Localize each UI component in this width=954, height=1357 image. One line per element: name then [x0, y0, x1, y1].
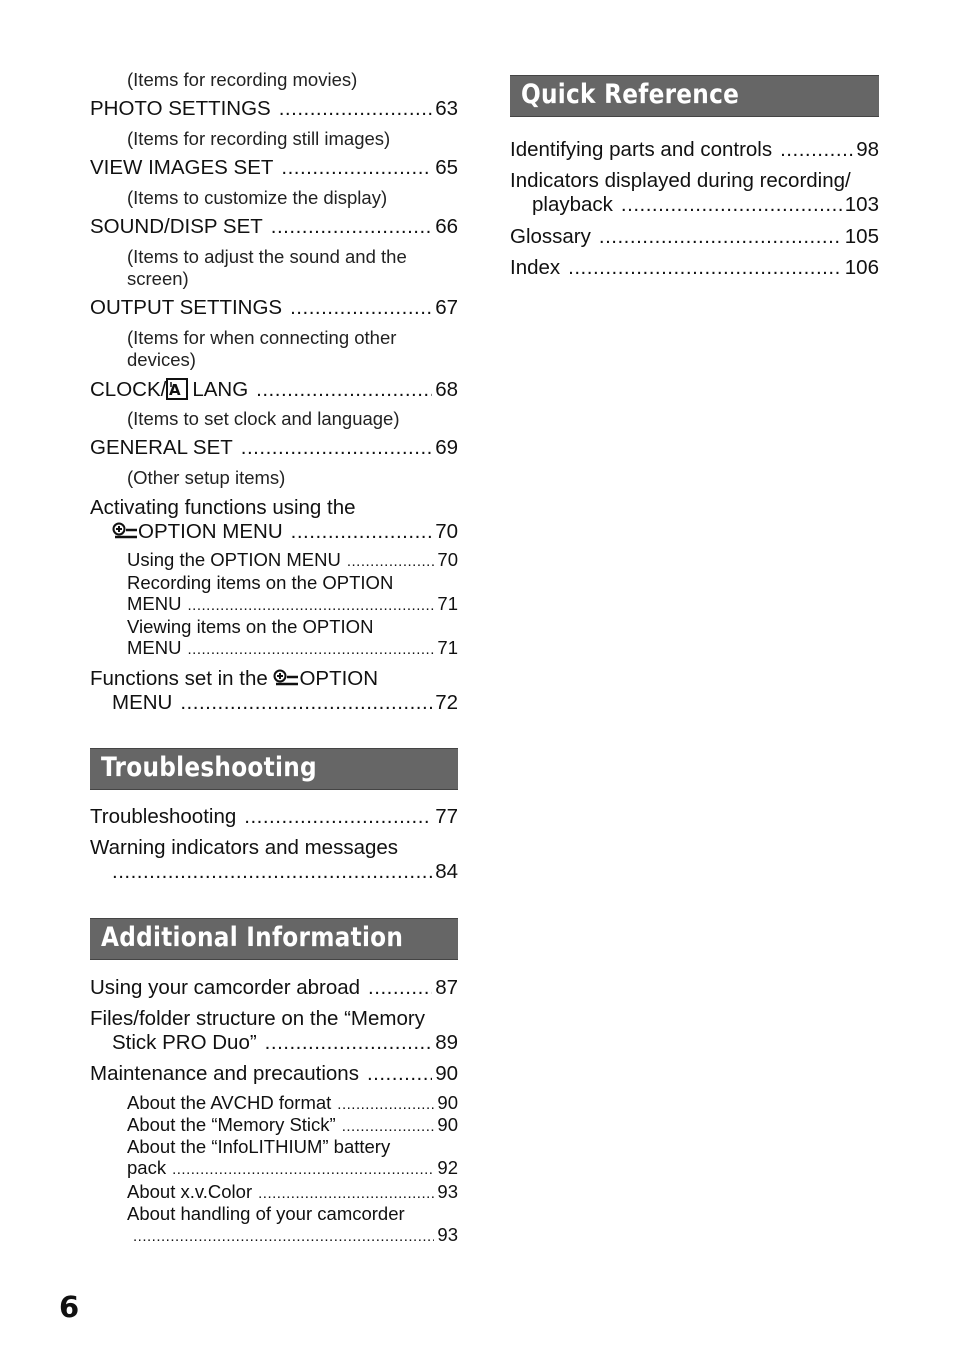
- toc-entry-view-images-set[interactable]: [90, 156, 458, 180]
- toc-page: 90: [437, 1092, 458, 1113]
- toc-label: SOUND/DISP SET: [90, 215, 263, 238]
- toc-note: (Other setup items): [127, 467, 286, 488]
- toc-page: 69: [435, 436, 458, 459]
- toc-note: (Items for when connecting other devices): [127, 327, 397, 370]
- toc-entry-warning-indicators[interactable]: [90, 836, 458, 884]
- page-number: 6: [59, 1290, 80, 1324]
- toc-label: OPTION: [299, 667, 379, 690]
- option-menu-icon: [112, 522, 138, 542]
- toc-label: Troubleshooting: [90, 805, 237, 828]
- toc-label: OPTION MENU: [138, 520, 283, 543]
- toc-page: 77: [435, 805, 458, 828]
- toc-page: 93: [437, 1181, 458, 1202]
- toc-page: 90: [437, 1114, 458, 1135]
- toc-subentry-using-option-menu[interactable]: [90, 549, 458, 572]
- toc-label: About the “Memory Stick”: [127, 1114, 336, 1135]
- toc-note: (Items to customize the display): [127, 187, 388, 208]
- toc-label: Functions set in the: [90, 667, 268, 690]
- toc-label: Warning indicators and messages: [90, 836, 399, 859]
- toc-label: Activating functions using the: [90, 496, 356, 519]
- toc-note: (Items for recording still images): [127, 128, 391, 149]
- toc-page: 70: [437, 549, 458, 570]
- toc-label: Index: [510, 256, 561, 279]
- toc-label: About x.v.Color: [127, 1181, 253, 1202]
- toc-label: playback: [532, 193, 613, 216]
- section-title: Additional Information: [101, 922, 404, 953]
- toc-entry-using-abroad[interactable]: [90, 976, 458, 1000]
- toc-label: Using your camcorder abroad: [90, 976, 361, 999]
- toc-entry-troubleshooting[interactable]: [90, 805, 458, 829]
- svg-text:A: A: [169, 381, 181, 399]
- toc-label: Maintenance and precautions: [90, 1062, 359, 1085]
- toc-subentry-xvcolor[interactable]: [90, 1181, 458, 1204]
- toc-entry-sound-disp-set[interactable]: [90, 215, 458, 239]
- toc-page: 71: [437, 637, 458, 658]
- toc-page: 63: [435, 97, 458, 120]
- toc-note: (Items for recording movies): [127, 69, 358, 90]
- toc-entry-maintenance[interactable]: [90, 1062, 458, 1086]
- toc-label: Indicators displayed during recording/: [510, 169, 851, 192]
- toc-label: CLOCK/: [90, 378, 167, 401]
- toc-page: 90: [435, 1062, 458, 1085]
- toc-page: 89: [435, 1031, 458, 1054]
- toc-page: 98: [856, 138, 879, 161]
- toc-subentry-recording-items[interactable]: [90, 572, 458, 616]
- toc-label: About handling of your camcorder: [127, 1203, 405, 1224]
- language-icon: [166, 378, 188, 400]
- toc-label: PHOTO SETTINGS: [90, 97, 271, 120]
- toc-label: MENU: [112, 691, 173, 714]
- section-title: Quick Reference: [521, 79, 740, 110]
- toc-label: Glossary: [510, 225, 591, 248]
- toc-label: About the “InfoLITHIUM” battery: [127, 1136, 391, 1157]
- toc-label: Using the OPTION MENU: [127, 549, 341, 570]
- toc-entry-files-folder-structure[interactable]: [90, 1007, 458, 1055]
- toc-label: VIEW IMAGES SET: [90, 156, 274, 179]
- toc-page: 71: [437, 593, 458, 614]
- toc-note: (Items to adjust the sound and the screen): [127, 246, 407, 289]
- toc-note: (Items to set clock and language): [127, 408, 400, 429]
- toc-subentry-viewing-items[interactable]: [90, 616, 458, 660]
- toc-page: 65: [435, 156, 458, 179]
- toc-page: 70: [435, 520, 458, 543]
- toc-label: OUTPUT SETTINGS: [90, 296, 283, 319]
- toc-label: Viewing items on the OPTION: [127, 616, 374, 637]
- toc-entry-output-settings[interactable]: [90, 296, 458, 320]
- toc-label: About the AVCHD format: [127, 1092, 332, 1113]
- toc-entry-clock-lang[interactable]: [90, 378, 458, 402]
- toc-page: 105: [844, 225, 879, 248]
- toc-entry-functions-set[interactable]: [90, 667, 458, 715]
- section-title: Troubleshooting: [101, 752, 317, 783]
- toc-label: Files/folder structure on the “Memory: [90, 1007, 425, 1030]
- toc-page: 93: [437, 1224, 458, 1245]
- toc-subentry-handling[interactable]: [90, 1203, 458, 1247]
- toc-page: 106: [844, 256, 879, 279]
- toc-label: GENERAL SET: [90, 436, 233, 459]
- toc-label: LANG: [192, 378, 249, 401]
- section-header-quick-reference: [510, 75, 879, 117]
- toc-subentry-avchd[interactable]: [90, 1092, 458, 1115]
- toc-entry-identifying-parts[interactable]: [510, 138, 879, 162]
- toc-entry-activating-option-menu[interactable]: [90, 496, 458, 544]
- toc-page: 84: [435, 860, 458, 883]
- toc-entry-general-set[interactable]: [90, 436, 458, 460]
- section-header-troubleshooting: [90, 748, 458, 790]
- toc-entry-glossary[interactable]: [510, 225, 879, 249]
- toc-label: pack: [127, 1157, 167, 1178]
- toc-entry-indicators-displayed[interactable]: [510, 169, 879, 217]
- toc-label: MENU: [127, 593, 182, 614]
- toc-page: 68: [435, 378, 458, 401]
- toc-subentry-memory-stick[interactable]: [90, 1114, 458, 1137]
- toc-label: Stick PRO Duo”: [112, 1031, 257, 1054]
- toc-page: 72: [435, 691, 458, 714]
- option-menu-icon: [273, 669, 299, 689]
- toc-page: 87: [435, 976, 458, 999]
- section-header-additional-information: [90, 918, 458, 960]
- toc-page: 103: [844, 193, 879, 216]
- toc-entry-photo-settings[interactable]: [90, 97, 458, 121]
- toc-page: 66: [435, 215, 458, 238]
- toc-entry-index[interactable]: [510, 256, 879, 280]
- toc-label: Recording items on the OPTION: [127, 572, 394, 593]
- toc-label: Identifying parts and controls: [510, 138, 773, 161]
- toc-label: MENU: [127, 637, 182, 658]
- toc-page: 67: [435, 296, 458, 319]
- toc-subentry-infolithium[interactable]: [90, 1136, 458, 1180]
- toc-page: 92: [437, 1157, 458, 1178]
